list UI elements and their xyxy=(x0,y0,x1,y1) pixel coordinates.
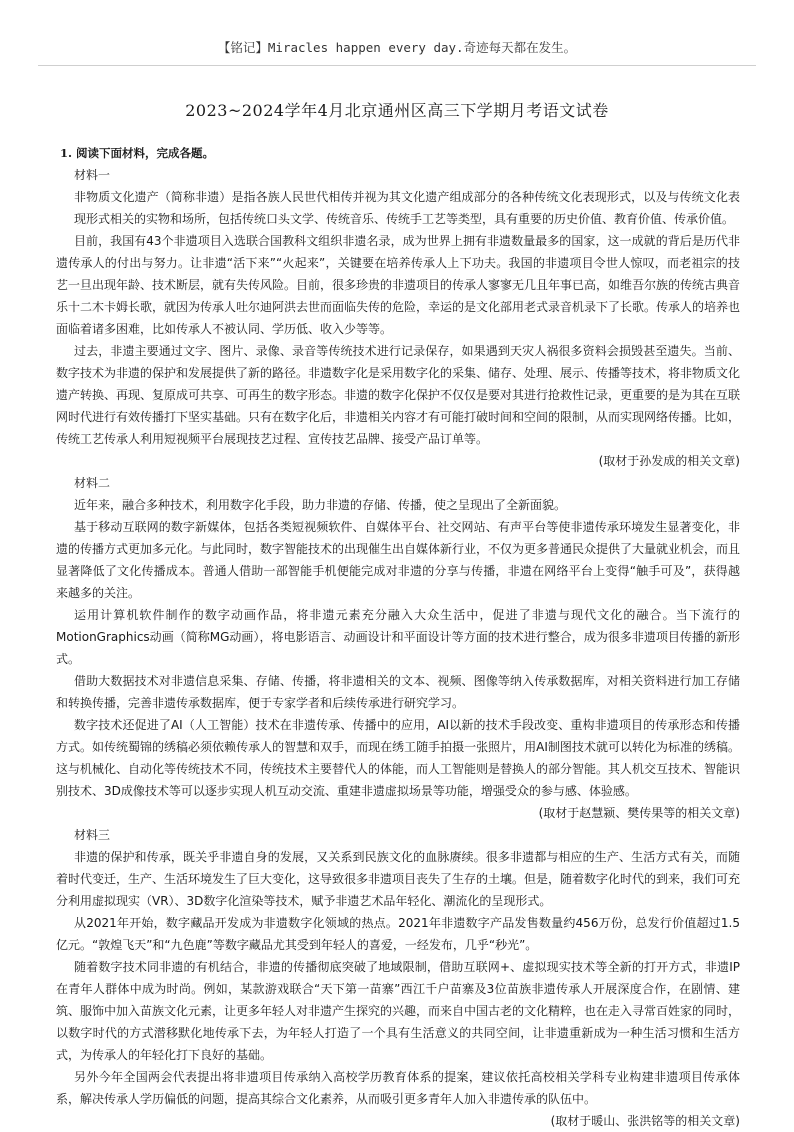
source-citation: (取材于孙发成的相关文章) xyxy=(598,454,740,468)
paragraph: 数字技术还促进了AI（人工智能）技术在非遗传承、传播中的应用，AI以新的技术手段改变、重构非遗项目的传承形态和传播方式。如传统蜀锦的绣稿必须依赖传承人的智慧和双手，而现在绣工随手拍摄一张照片，用AI制图技术就可以转化为标准的绣稿。这与机械化、自动化等传统技术不同，传统技术主要替代人的体能，而人工智能则是替换人的部分智能。其人机交互技术、智能识别技术、3D成像技术等可以逐步实现人机互动交流、重建非遗虚拟场景等功能，增强受众的参与感、体验感。 xyxy=(56,718,741,798)
paragraph: 随着数字技术同非遗的有机结合，非遗的传播彻底突破了地域限制，借助互联网+、虚拟现实技术等全新的打开方式，非遗IP在青年人群体中成为时尚。例如，某款游戏联合“天下第一苗寨”西江千户苗寨及3位苗族非遗传承人开展深度合作，在剧情、建筑、服饰中加入苗族文化元素，让更多年轻人对非遗产生探究的兴趣，而来自中国古老的文化精粹，也在走入寻常百姓家的同时，以数字时代的方式潜移默化地传承下去，为年轻人打造了一个具有生活意义的共同空间，让非遗重新成为一种生活习惯和生活方式，为传承人的年轻化打下良好的基础。 xyxy=(56,960,741,1062)
paragraph: 非遗的保护和传承，既关乎非遗自身的发展，又关系到民族文化的血脉赓续。很多非遗都与相应的生产、生活方式有关，而随着时代变迁，生产、生活环境发生了巨大变化，这导致很多非遗项目丧失了生存的土壤。但是，随着数字化时代的到来，我们可充分利用虚拟现实（VR）、3D数字化渲染等技术，赋予非遗艺术品年轻化、潮流化的呈现形式。 xyxy=(56,850,741,908)
source-citation: (取材于赵慧颍、樊传果等的相关文章) xyxy=(538,806,740,820)
question-prompt: 1. 阅读下面材料，完成各题。 xyxy=(60,146,215,160)
paragraph: 借助大数据技术对非遗信息采集、存储、传播，将非遗相关的文本、视频、图像等纳入传承数据库，对相关资料进行加工存储和转换传播，完善非遗传承数据库，便于专家学者和后续传承进行研究学习。 xyxy=(56,674,740,710)
source-citation: (取材于暖山、张洪铭等的相关文章) xyxy=(550,1114,740,1128)
material-heading: 材料一 xyxy=(74,168,111,182)
document-body xyxy=(56,142,740,1132)
paragraph: 近年来，融合多种技术，利用数字化手段，助力非遗的存储、传播，使之呈现出了全新面貌。 xyxy=(74,498,567,512)
paragraph: 非物质文化遗产（简称非遗）是指各族人民世代相传并视为其文化遗产组成部分的各种传统文化表现形式，以及与传统文化表现形式相关的实物和场所，包括传统口头文学、传统音乐、传统手工艺等类型，具有重要的历史价值、教育价值、传承价值。 xyxy=(74,190,740,226)
material-heading: 材料三 xyxy=(74,828,111,842)
paragraph: 另外今年全国两会代表提出将非遗项目传承纳入高校学历教育体系的提案，建议依托高校相关学科专业构建非遗项目传承体系，解决传承人学历偏低的问题，提高其综合文化素养，从而吸引更多青年人加入非遗传承的队伍中。 xyxy=(56,1070,740,1106)
paragraph: 基于移动互联网的数字新媒体，包括各类短视频软件、自媒体平台、社交网站、有声平台等使非遗传承环境发生显著变化，非遗的传播方式更加多元化。与此同时，数字智能技术的出现催生出自媒体新行业，不仅为更多普通民众提供了大量就业机会，而且显著降低了文化传播成本。普通人借助一部智能手机便能完成对非遗的分享与传播，非遗在网络平台上变得“触手可及”，获得越来越多的关注。 xyxy=(56,520,741,600)
paragraph: 目前，我国有43个非遗项目入选联合国教科文组织非遗名录，成为世界上拥有非遗数量最多的国家，这一成就的背后是历代非遗传承人的付出与努力。让非遗“活下来”“火起来”，关键要在培养传承人上下功夫。我国的非遗项目令世人惊叹，而老祖宗的技艺一旦出现年龄、技术断层，就有失传风险。目前，很多珍贵的非遗项目的传承人寥寥无几且年事已高，如维吾尔族的传统古典音乐十二木卡姆长歌，就因为传承人吐尔迪阿洪去世而面临失传的危险，幸运的是文化部用老式录音机录下了长歌。传承人的培养也面临着诸多困难，比如传承人不被认同、学历低、收入少等等。 xyxy=(56,234,741,336)
paragraph: 运用计算机软件制作的数字动画作品，将非遗元素充分融入大众生活中，促进了非遗与现代文化的融合。当下流行的MotionGraphics动画（简称MG动画），将电影语言、动画设计和平面设计等方面的技术进行整合，成为很多非遗项目传播的新形式。 xyxy=(56,608,740,666)
paragraph: 过去，非遗主要通过文字、图片、录像、录音等传统技术进行记录保存，如果遇到天灾人祸很多资料会损毁甚至遗失。当前、数字技术为非遗的保护和发展提供了新的路径。非遗数字化是采用数字化的采集、储存、处理、展示、传播等技术，将非物质文化遗产转换、再现、复原成可共享、可再生的数字形态。非遗的数字化保护不仅仅是要对其进行抢救性记录，更重要的是为其在互联网时代进行有效传播打下坚实基础。只有在数字化后，非遗相关内容才有可能打破时间和空间的限制，从而实现网络传播。比如，传统工艺传承人利用短视频平台展现技艺过程、宣传技艺品牌、接受产品订单等。 xyxy=(56,344,741,446)
page-title: 2023~2024学年4月北京通州区高三下学期月考语文试卷 xyxy=(185,101,609,120)
header-motto: 【铭记】Miracles happen every day.奇迹每天都在发生。 xyxy=(217,40,577,55)
header-divider xyxy=(38,65,756,66)
paragraph: 从2021年开始，数字藏品开发成为非遗数字化领域的热点。2021年非遗数字产品发售数量约456万份，总发行价值超过1.5亿元。“敦煌飞天”和“九色鹿”等数字藏品尤其受到年轻人的喜爱，一经发布，几乎“秒光”。 xyxy=(56,916,740,952)
material-heading: 材料二 xyxy=(74,476,111,490)
